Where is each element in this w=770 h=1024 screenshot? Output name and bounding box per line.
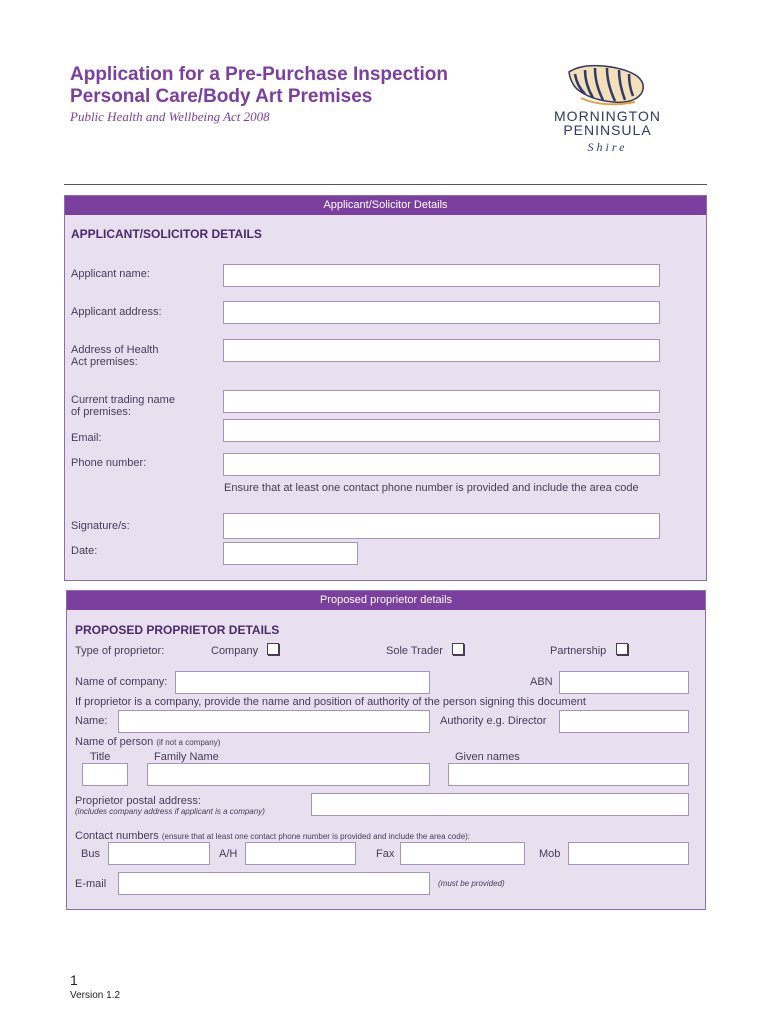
logo-text-line-1: MORNINGTON (554, 108, 661, 124)
postal-address-field[interactable] (311, 793, 689, 816)
applicant-address-label: Applicant address: (71, 306, 162, 318)
health-address-label-line-2: Act premises: (71, 356, 138, 368)
person-name-note: (if not a company) (156, 738, 221, 747)
phone-note: Ensure that at least one contact phone number is provided and include the area code (224, 482, 639, 494)
type-company-label: Company (211, 645, 259, 657)
contact-numbers-note: (ensure that at least one contact phone number is provided and include the area code): (161, 832, 471, 841)
person-title-field[interactable] (82, 763, 128, 786)
proprietor-heading: PROPOSED PROPRIETOR DETAILS (75, 623, 280, 637)
mobile-phone-label: Mob (539, 848, 561, 860)
after-hours-phone-field[interactable] (245, 842, 356, 865)
signer-name-label: Name: (75, 715, 108, 727)
person-title-label: Title (90, 751, 111, 763)
postal-address-note: (includes company address if applicant is a company) (75, 807, 265, 816)
health-address-label (71, 344, 158, 368)
signature-field[interactable] (223, 513, 660, 539)
type-sole-trader-checkbox[interactable] (452, 643, 464, 655)
title-line-2: Personal Care/Body Art Premises (70, 86, 373, 107)
family-name-field[interactable] (147, 763, 430, 786)
fax-field[interactable] (400, 842, 525, 865)
authority-note: If proprietor is a company, provide the name and position of authority of the person signing this document (75, 696, 586, 708)
bus-phone-label: Bus (81, 848, 100, 860)
applicant-email-label: Email: (71, 432, 102, 444)
proprietor-type-label: Type of proprietor: (75, 645, 165, 657)
signature-label: Signature/s: (71, 520, 130, 532)
type-company-checkbox[interactable] (267, 643, 279, 655)
mobile-phone-field[interactable] (568, 842, 689, 865)
proprietor-email-note: (must be provided) (438, 879, 505, 888)
given-names-field[interactable] (448, 763, 689, 786)
trading-name-label-line-1: Current trading name (71, 394, 175, 406)
date-label: Date: (71, 545, 98, 557)
proprietor-email-field[interactable] (118, 872, 430, 895)
applicant-name-label: Applicant name: (71, 268, 150, 280)
authority-label: Authority e.g. Director (440, 715, 547, 727)
health-address-field[interactable] (223, 339, 660, 362)
abn-field[interactable] (559, 671, 689, 694)
page-number: 1 (70, 972, 78, 988)
header-divider (64, 184, 707, 185)
company-name-label: Name of company: (75, 676, 168, 688)
signer-name-field[interactable] (118, 710, 430, 733)
version-label: Version 1.2 (70, 990, 121, 1001)
applicant-email-field[interactable] (223, 419, 660, 442)
abn-label: ABN (530, 676, 553, 688)
after-hours-phone-label: A/H (219, 848, 238, 860)
date-field[interactable] (223, 542, 358, 565)
bus-phone-field[interactable] (108, 842, 210, 865)
applicant-panel-header: Applicant/Solicitor Details (65, 196, 706, 215)
type-partnership-label: Partnership (550, 645, 607, 657)
trading-name-field[interactable] (223, 390, 660, 413)
health-address-label-line-1: Address of Health (71, 344, 159, 356)
applicant-name-field[interactable] (223, 264, 660, 287)
person-name-label (75, 736, 220, 749)
applicant-address-field[interactable] (223, 301, 660, 324)
proprietor-panel-header: Proposed proprietor details (67, 591, 705, 610)
logo-text-line-3: Shire (587, 140, 628, 154)
applicant-phone-label: Phone number: (71, 457, 147, 469)
applicant-phone-field[interactable] (223, 453, 660, 476)
authority-field[interactable] (559, 710, 689, 733)
type-sole-trader-label: Sole Trader (386, 645, 443, 657)
given-names-label: Given names (455, 751, 520, 763)
postal-address-label: Proprietor postal address: (75, 795, 201, 807)
family-name-label: Family Name (154, 751, 219, 763)
logo-text-line-2: PENINSULA (563, 122, 652, 138)
page-title (70, 64, 448, 108)
fax-label: Fax (376, 848, 395, 860)
type-partnership-checkbox[interactable] (616, 643, 628, 655)
trading-name-label (71, 394, 175, 418)
trading-name-label-line-2: of premises: (71, 406, 131, 418)
applicant-heading: APPLICANT/SOLICITOR DETAILS (71, 227, 262, 241)
page-subtitle: Public Health and Wellbeing Act 2008 (70, 109, 270, 124)
contact-numbers-label-text: Contact numbers (75, 830, 159, 842)
shell-icon (563, 62, 653, 108)
proprietor-email-label: E-mail (75, 878, 107, 890)
mornington-peninsula-logo (535, 62, 680, 157)
title-line-1: Application for a Pre-Purchase Inspection (70, 64, 448, 85)
company-name-field[interactable] (175, 671, 430, 694)
person-name-label-text: Name of person (75, 736, 154, 748)
